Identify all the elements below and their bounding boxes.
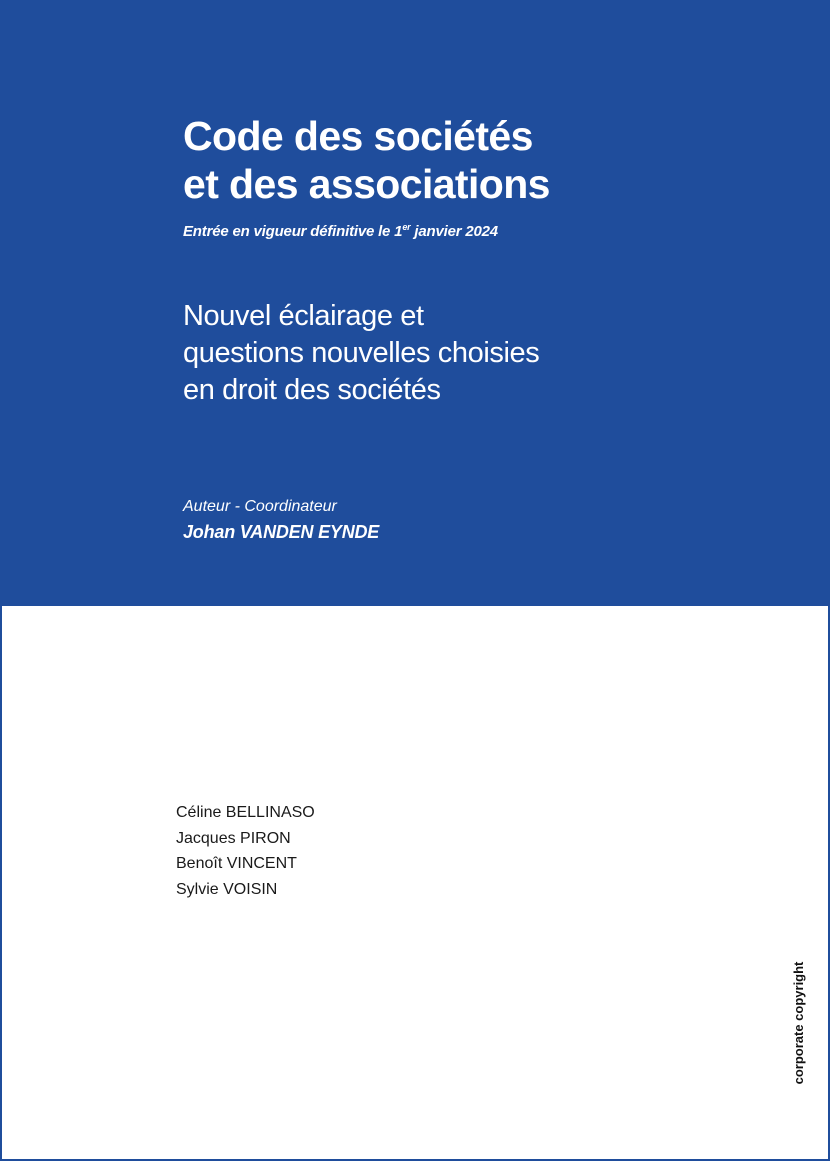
book-subtitle	[183, 221, 498, 243]
book-tagline	[183, 298, 539, 409]
cover-top-band	[2, 2, 828, 606]
book-title-line-1: Code des sociétés	[183, 113, 533, 159]
book-title-line-2: et des associations	[183, 161, 550, 207]
tagline-line-1: Nouvel éclairage et	[183, 300, 424, 332]
tagline-line-2: questions nouvelles choisies	[183, 337, 540, 369]
subtitle-text-start: Entrée en vigueur définitive le 1	[183, 223, 403, 240]
contributor-name: Céline BELLINASO	[176, 804, 315, 821]
contributors-list	[176, 800, 315, 902]
book-title	[183, 112, 550, 208]
publisher-imprint: corporate copyright	[791, 961, 806, 1085]
tagline-line-3: en droit des sociétés	[183, 374, 441, 406]
subtitle-superscript: er	[402, 222, 411, 232]
main-author: Johan VANDEN EYNDE	[183, 522, 380, 542]
contributor-name: Benoît VINCENT	[176, 855, 297, 872]
contributor-name: Sylvie VOISIN	[176, 880, 278, 898]
author-role: Auteur - Coordinateur	[183, 498, 337, 515]
contributor-name: Jacques PIRON	[176, 829, 291, 847]
subtitle-text-end: janvier 2024	[410, 223, 498, 240]
